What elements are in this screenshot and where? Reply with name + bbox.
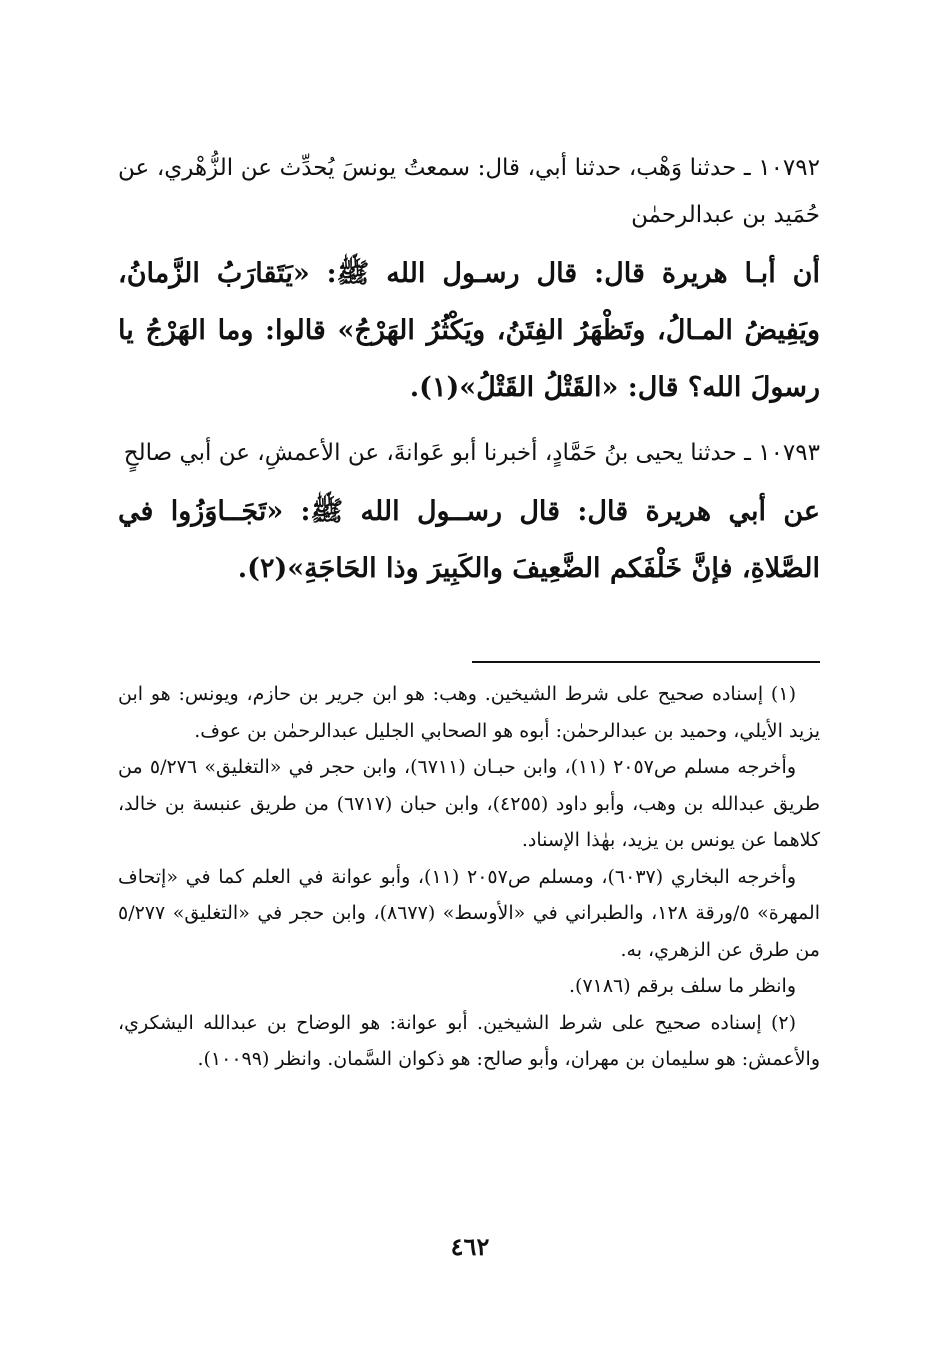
- footnote-1-paragraph-1: (١) إسناده صحيح على شرط الشيخين. وهب: هو ابن جرير بن حازم، ويونس: هو ابن يزيد الأيلي، وحميد بن عبدالرحمٰن: أبوه هو الصحابي الجليل عبدالرحمٰن بن عوف.: [118, 683, 820, 742]
- footnote-1-paragraph-3: وأخرجه البخاري (٦٠٣٧)، ومسلم ص٢٠٥٧ (١١)، وأبو عوانة في العلم كما في «إتحاف المهرة» ٥/ورقة ١٢٨، والطبراني في «الأوسط» (٨٦٧٧)، وابن حجر في «التغليق» ٥/٢٧٧ من طرق عن الزهري، به.: [118, 865, 820, 961]
- footnote-1-paragraph-2: وأخرجه مسلم ص٢٠٥٧ (١١)، وابن حبـان (٦٧١١)، وابن حجر في «التغليق» ٥/٢٧٦ من طريق عبدالله بن وهب، وأبو داود (٤٢٥٥)، وابن حبان (٦٧١٧) من طريق عنبسة بن خالد، كلاهما عن يونس بن يزيد، بهٰذا الإسناد.: [118, 756, 820, 851]
- footnote-divider: [472, 661, 820, 663]
- hadith-10793-matn: عن أبي هريرة قال: قال رســول الله ﷺ: «تَجَــاوَزُوا في الصَّلاةِ، فإنَّ خَلْفَكم الضَّعِيفَ والكَبِيرَ وذا الحَاجَةِ»(٢).: [118, 496, 820, 584]
- footnote-1-paragraph-4: وانظر ما سلف برقم (٧١٨٦).: [568, 975, 796, 997]
- main-text: [118, 145, 820, 597]
- hadith-10792-isnad: ١٠٧٩٢ ـ حدثنا وَهْب، حدثنا أبي، قال: سمعتُ يونسَ يُحدِّث عن الزُّهْري، عن حُمَيد بن عبدالرحمٰن: [118, 155, 820, 228]
- footnote-2-paragraph-1: (٢) إسناده صحيح على شرط الشيخين. أبو عوانة: هو الوضاح بن عبدالله اليشكري، والأعمش: هو سليمان بن مهران، وأبو صالح: هو ذكوان السَّمان. وانظر (١٠٠٩٩).: [118, 1011, 820, 1070]
- page-number: ٤٦٢: [450, 1232, 490, 1261]
- footnotes: [118, 676, 820, 1078]
- hadith-10792-matn: أن أبـا هريرة قال: قال رسـول الله ﷺ: «يَتَقارَبُ الزَّمانُ، ويَفِيضُ المـالُ، وتَظْهَرُ الفِتَنُ، ويَكْثُرُ الهَرْجُ» قالوا: وما الهَرْجُ يا رسولَ الله؟ قال: «القَتْلُ القَتْلُ»(١).: [118, 258, 820, 403]
- hadith-10793-isnad: ١٠٧٩٣ ـ حدثنا يحيى بنُ حَمَّادٍ، أخبرنا أبو عَوانةَ، عن الأعمشِ، عن أبي صالحٍ: [123, 440, 820, 466]
